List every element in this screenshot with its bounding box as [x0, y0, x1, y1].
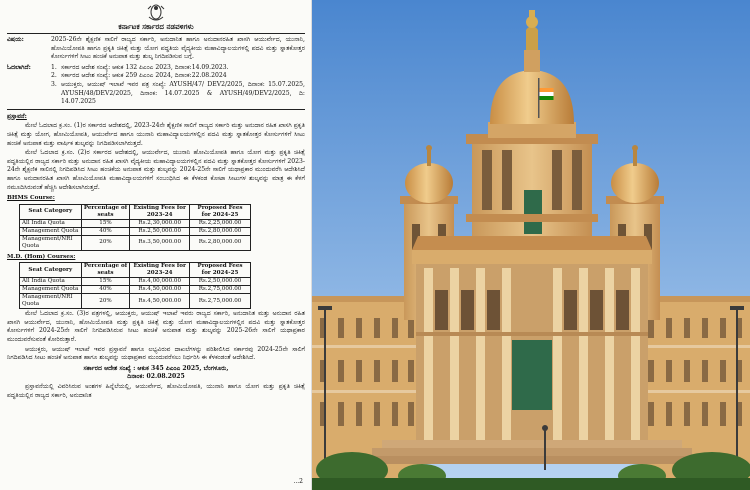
table-cell: Rs.4,50,000.00	[130, 286, 190, 294]
table-row	[20, 286, 251, 294]
bhms-course-title: BHMS Course:	[7, 195, 55, 202]
reference-number: 3.	[51, 80, 57, 88]
table-row	[20, 278, 251, 286]
table-header-cell: Seat Category	[20, 204, 82, 219]
references-label: ಓದಲಾಗಿದೆ:	[7, 63, 31, 71]
references-row	[7, 64, 305, 107]
table-header-row	[20, 263, 251, 278]
table-row	[20, 235, 251, 250]
government-order-document	[0, 0, 312, 490]
vidhana-soudha-illustration	[312, 0, 750, 490]
table-cell: Rs.2,50,000.00	[190, 278, 251, 286]
reference-item	[51, 64, 305, 73]
table-cell: Rs.2,80,000.00	[190, 227, 251, 235]
preamble-paragraph-2: ಮೇಲೆ ಓದಲಾದ ಕ್ರ.ಸಂ. (2)ರ ಸರ್ಕಾರದ ಆದೇಶದಲ್ಲಿ, ಆಯುರ್ವೇದ, ಯುನಾನಿ ಹೋಮಿಯೋಪತಿ ಹಾಗೂ ಯೋಗ ಮತ್ತು ಪ್ರಕೃತಿ ಚಿಕಿತ್ಸೆ ಪದ್ಧತಿಯಲ್ಲಿನ ರಾಜ್ಯದ ಸರ್ಕಾರಿ ಮತ್ತು ಅನುದಾನ ರಹಿತ ಖಾಸಗಿ ವೈದ್ಯಕೀಯ ಮಹಾವಿದ್ಯಾಲಯಗಳಲ್ಲಿನ ಪದವಿ ಮತ್ತು ಸ್ನಾತಕೋತ್ತರ ಕೋರ್ಸುಗಳಿಗೆ 2023-24ನೇ ಶೈಕ್ಷಣಿಕ ಸಾಲಿನಲ್ಲಿ ನಿಗದಿಪಡಿಸಿದ ಸೀಟು ಹಂಚಿಕೆಯ ಅನುಪಾತ ಮತ್ತು ಶುಲ್ಕವನ್ನು 2024-25ನೇ ಸಾಲಿಗೆ ಯಥಾಪ್ರಕಾರ ಮುಂದುವರೆಸಿ ಆದೇಶಿಸಿದೆ ಹಾಗೂ ಅನುದಾನರಹಿತ ಖಾಸಗಿ ಹೋಮಿಯೋಪತಿ ಮಹಾವಿದ್ಯಾಲಯಗಳಿಗೆ ಸಂಬಂಧಿಸಿದ ಈ ಕೆಳಕಂಡ ಕೋಟಾ ಸೀಟುಗಳ ಶುಲ್ಕವನ್ನು ಮಾತ್ರ ಈ ಕೆಳಗೆ ನಮೂದಿಸಿರುವಂತೆ ಹೆಚ್ಚಿಸಿ ಆದೇಶಿಸಲಾಗಿರುತ್ತದೆ.	[7, 149, 305, 191]
table-cell: Rs.4,50,000.00	[130, 294, 190, 309]
table-header-cell: Existing Fees for 2023-24	[130, 263, 190, 278]
reference-text: ಸರ್ಕಾರದ ಆದೇಶ ಸಂಖ್ಯೆ: ಆಕುಕ 132 ಪಿಎಂಎ 2023, ದಿನಾಂಕ:14.09.2023.	[61, 63, 229, 71]
table-cell: All India Quota	[20, 278, 82, 286]
table-cell: Rs.2,75,000.00	[190, 286, 251, 294]
reference-text: ಆಯುಕ್ತರು, ಆಯುಷ್ ಇಲಾಖೆ ಇವರ ಪತ್ರ ಸಂಖ್ಯೆ: AYUSH/47/ DEV2/2025, ದಿನಾಂಕ: 15.07.2025, AYUSH/48/DEV2/2025, ದಿನಾಂಕ: 14.07.2025 & AYUSH/49/DEV2/2025, ದಿ: 14.07.2025	[61, 80, 305, 106]
table-header-cell: Existing Fees for 2023-24	[130, 204, 190, 219]
header-divider	[7, 33, 305, 34]
table-cell: Management/NRI Quota	[20, 294, 82, 309]
table-header-cell: Proposed Fees for 2024-25	[190, 204, 251, 219]
table-header-row	[20, 204, 251, 219]
page-number: ...2	[293, 478, 303, 486]
references-divider	[7, 109, 305, 110]
table-header-cell: Percentage of seats	[81, 204, 130, 219]
reference-text: ಸರ್ಕಾರದ ಆದೇಶ ಸಂಖ್ಯೆ: ಆಕುಕ 259 ಪಿಎಂಎ 2024, ದಿನಾಂಕ:22.08.2024	[61, 72, 227, 80]
order-date-line: ದಿನಾಂಕ: 02.08.2025	[127, 373, 185, 381]
reference-item	[51, 81, 305, 107]
table-cell: Rs.2,30,000.00	[130, 219, 190, 227]
table-header-cell: Proposed Fees for 2024-25	[190, 263, 251, 278]
front-portico	[412, 236, 652, 444]
table-cell: 40%	[81, 227, 130, 235]
table-cell: Rs.2,50,000.00	[130, 227, 190, 235]
table-cell: 20%	[81, 235, 130, 250]
table-header-cell: Percentage of seats	[81, 263, 130, 278]
bhms-fee-table	[19, 204, 251, 251]
table-header-cell: Seat Category	[20, 263, 82, 278]
table-cell: Rs.2,25,000.00	[190, 219, 251, 227]
lawn	[312, 478, 750, 490]
document-header: ಕರ್ನಾಟಕ ಸರ್ಕಾರದ ನಡವಳಿಗಳು	[118, 22, 194, 31]
subject-text: 2025-26ನೇ ಶೈಕ್ಷಣಿಕ ಸಾಲಿಗೆ ರಾಜ್ಯದ ಸರ್ಕಾರಿ, ಅನುದಾನಿತ ಹಾಗೂ ಅನುದಾನರಹಿತ ಖಾಸಗಿ ಆಯುರ್ವೇದ, ಯುನಾನಿ, ಹೋಮಿಯೋಪತಿ ಹಾಗೂ ಪ್ರಕೃತಿ ಚಿಕಿತ್ಸೆ ಮತ್ತು ಯೋಗ ಪದ್ಧತಿಯ ವೈದ್ಯಕೀಯ ಮಹಾವಿದ್ಯಾಲಯಗಳಲ್ಲಿ ಪದವಿ ಮತ್ತು ಸ್ನಾತಕೋತ್ತರ ಕೋರ್ಸುಗಳಿಗೆ ಸೀಟು ಹಂಚಿಕೆ ಅನುಪಾತ ಮತ್ತು ಶುಲ್ಕ ನಿಗದಿಪಡಿಸುವ ಬಗ್ಗೆ.	[51, 36, 305, 61]
table-row	[20, 227, 251, 235]
table-cell: Management/NRI Quota	[20, 235, 82, 250]
central-tower	[466, 134, 598, 250]
table-row	[20, 294, 251, 309]
subject-label: ವಿಷಯ:	[7, 36, 24, 43]
table-cell: Rs.3,50,000.00	[130, 235, 190, 250]
building-photograph	[312, 0, 750, 490]
preamble-heading: ಪ್ರಸ್ತಾವನೆ:	[7, 112, 27, 120]
entrance-doorway	[512, 340, 552, 410]
table-cell: 40%	[81, 286, 130, 294]
references-list	[51, 64, 305, 107]
reference-number: 1.	[51, 63, 57, 71]
state-emblem-icon	[145, 3, 167, 21]
subject-row	[7, 36, 305, 62]
paragraph-5: ಪ್ರಸ್ತಾವನೆಯಲ್ಲಿ ವಿವರಿಸಿರುವ ಅಂಶಗಳ ಹಿನ್ನೆಲೆಯಲ್ಲಿ, ಆಯುರ್ವೇದ, ಹೋಮಿಯೋಪತಿ, ಯುನಾನಿ ಹಾಗೂ ಯೋಗ ಮತ್ತು ಪ್ರಕೃತಿ ಚಿಕಿತ್ಸೆ ಪದ್ಧತಿಯಲ್ಲಿನ ರಾಜ್ಯದ ಸರ್ಕಾರಿ, ಅನುದಾನಿತ	[7, 383, 305, 399]
paragraph-4: ಆಯುಕ್ತರು, ಆಯುಷ್ ಇಲಾಖೆ ಇವರ ಪ್ರಸ್ತಾವನೆ ಹಾಗೂ ಲಭ್ಯವಿರುವ ದಾಖಲೆಗಳನ್ನು ಪರಿಶೀಲಿಸಿದ ಸರ್ಕಾರವು 2024-25ನೇ ಸಾಲಿಗೆ ನಿಗದಿಪಡಿಸಿದ ಸೀಟು ಹಂಚಿಕೆ ಅನುಪಾತ ಹಾಗೂ ಶುಲ್ಕವನ್ನು ಯಥಾಪ್ರಕಾರ ಮುಂದುವರೆಸಲು ನಿರ್ಧರಿಸಿ ಈ ಕೆಳಕಂಡಂತೆ ಆದೇಶಿಸಿದೆ.	[7, 345, 305, 362]
reference-item	[51, 72, 305, 81]
table-cell: 15%	[81, 219, 130, 227]
table-cell: Rs.2,80,000.00	[190, 235, 251, 250]
order-number-line: ಸರ್ಕಾರದ ಆದೇಶ ಸಂಖ್ಯೆ : ಆಕುಕ 345 ಪಿಎಂಎ 2025, ಬೆಂಗಳೂರು,	[83, 364, 229, 372]
table-cell: All India Quota	[20, 219, 82, 227]
table-cell: 15%	[81, 278, 130, 286]
reference-number: 2.	[51, 72, 57, 80]
table-cell: Management Quota	[20, 286, 82, 294]
md-fee-table	[19, 262, 251, 309]
front-steps	[362, 440, 702, 464]
table-cell: 20%	[81, 294, 130, 309]
preamble-paragraph-1: ಮೇಲೆ ಓದಲಾದ ಕ್ರ.ಸಂ. (1)ರ ಸರ್ಕಾರದ ಆದೇಶದಲ್ಲಿ, 2023-24ನೇ ಶೈಕ್ಷಣಿಕ ಸಾಲಿಗೆ ರಾಜ್ಯದ ಸರ್ಕಾರಿ ಮತ್ತು ಅನುದಾನ ರಹಿತ ಖಾಸಗಿ ಪ್ರಕೃತಿ ಚಿಕಿತ್ಸೆ ಮತ್ತು ಯೋಗ, ಹೋಮಿಯೋಪತಿ, ಆಯುರ್ವೇದ ಹಾಗೂ ಯುನಾನಿ ಮಹಾವಿದ್ಯಾಲಯಗಳಲ್ಲಿನ ಪದವಿ ಮತ್ತು ಸ್ನಾತಕೋತ್ತರ ಕೋರ್ಸುಗಳಿಗೆ ಸೀಟು ಹಂಚಿಕೆ ಅನುಪಾತ ಮತ್ತು ವಾರ್ಷಿಕ ಶುಲ್ಕವನ್ನು ನಿಗದಿಪಡಿಸಲಾಗಿರುತ್ತದೆ.	[7, 122, 305, 147]
table-cell: Management Quota	[20, 227, 82, 235]
table-cell: Rs.2,75,000.00	[190, 294, 251, 309]
table-cell: Rs.4,00,000.00	[130, 278, 190, 286]
paragraph-3: ಮೇಲೆ ಓದಲಾದ ಕ್ರ.ಸಂ. (3)ರ ಪತ್ರಗಳಲ್ಲಿ, ಆಯುಕ್ತರು, ಆಯುಷ್ ಇಲಾಖೆ ಇವರು ರಾಜ್ಯದ ಸರ್ಕಾರಿ, ಅನುದಾನಿತ ಮತ್ತು ಅನುದಾನ ರಹಿತ ಖಾಸಗಿ ಆಯುರ್ವೇದ, ಯುನಾನಿ, ಹೋಮಿಯೋಪತಿ ಮತ್ತು ಪ್ರಕೃತಿ ಚಿಕಿತ್ಸೆ ಮತ್ತು ಯೋಗ ಮಹಾವಿದ್ಯಾಲಯಗಳಲ್ಲಿನ ಪದವಿ ಮತ್ತು ಸ್ನಾತಕೋತ್ತರ ಕೋರ್ಸುಗಳಿಗೆ 2024-25ನೇ ಸಾಲಿಗೆ ನಿಗದಿಪಡಿಸಿರುವ ಸೀಟು ಹಂಚಿಕೆ ಅನುಪಾತ ಮತ್ತು ಶುಲ್ಕವನ್ನು 2025-26ನೇ ಸಾಲಿಗೆ ಯಥಾಪ್ರಕಾರ ಮುಂದುವರೆಸುವಂತೆ ಕೋರಿರುತ್ತಾರೆ.	[7, 310, 305, 344]
md-course-title: M.D. (Hom) Courses:	[7, 253, 76, 260]
table-row	[20, 219, 251, 227]
